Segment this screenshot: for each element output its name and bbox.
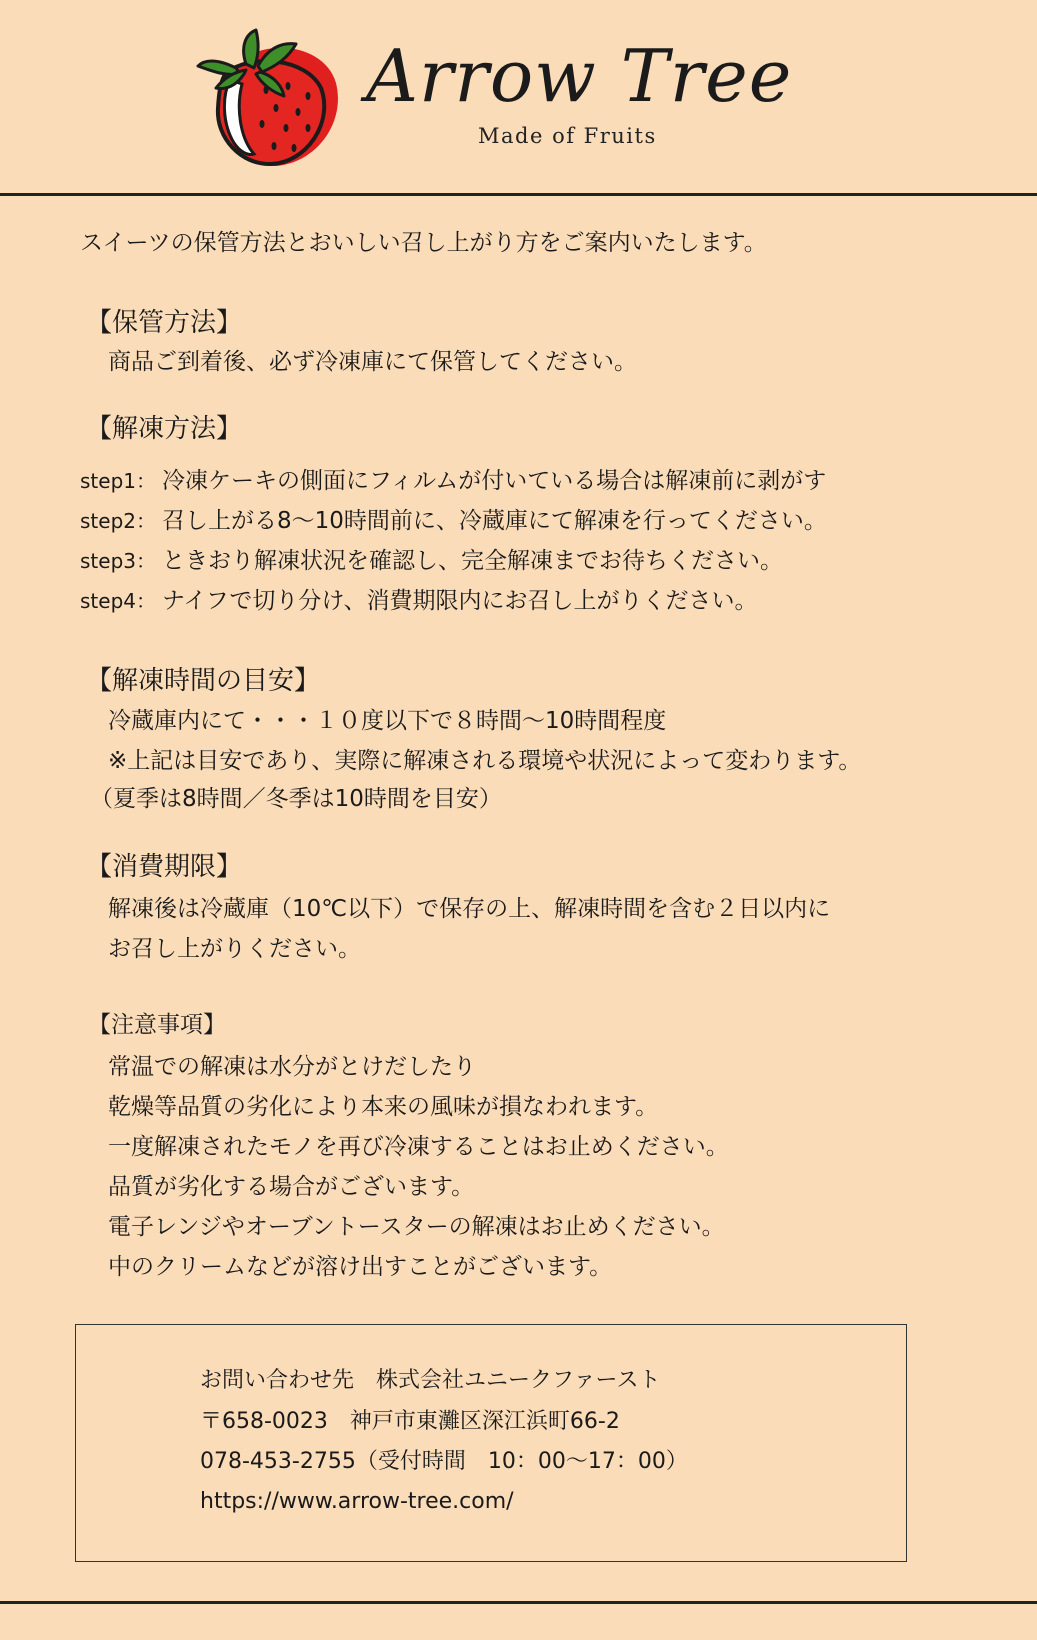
- thaw-time-note: ※上記は目安であり、実際に解凍される環境や状況によって変わります。: [108, 748, 862, 774]
- note-line: 中のクリームなどが溶け出すことがございます。: [108, 1254, 613, 1280]
- note-line: 乾燥等品質の劣化により本来の風味が損なわれます。: [108, 1094, 659, 1120]
- note-line: 電子レンジやオーブントースターの解凍はお止めください。: [108, 1214, 725, 1240]
- note-line: 常温での解凍は水分がとけだしたり: [108, 1054, 476, 1080]
- storage-heading: 【保管方法】: [86, 308, 243, 338]
- thawing-step: [80, 590, 757, 613]
- header-divider: [0, 193, 1037, 196]
- footer-divider: [0, 1601, 1037, 1604]
- strawberry-icon: [196, 28, 352, 170]
- header: [0, 0, 1037, 193]
- thawing-heading: 【解凍方法】: [86, 414, 243, 444]
- step-text: 冷凍ケーキの側面にフィルムが付いている場合は解凍前に剥がす: [162, 468, 827, 494]
- note-line: 一度解凍されたモノを再び冷凍することはお止めください。: [108, 1134, 729, 1160]
- thawing-step: [80, 470, 826, 493]
- intro-text: スイーツの保管方法とおいしい召し上がり方をご案内いたします。: [80, 230, 767, 256]
- storage-text: 商品ご到着後、必ず冷凍庫にて保管してください。: [108, 349, 637, 375]
- contact-company: お問い合わせ先 株式会社ユニークファースト: [200, 1368, 661, 1393]
- contact-phone: 078-453-2755（受付時間 10：00〜17：00）: [200, 1449, 688, 1474]
- contact-address: 〒658-0023 神戸市東灘区深江浜町66-2: [200, 1409, 620, 1434]
- step-label: step4：: [80, 589, 156, 613]
- expiry-line: 解凍後は冷蔵庫（10℃以下）で保存の上、解凍時間を含む２日以内に: [108, 896, 831, 922]
- thawing-step: [80, 510, 827, 533]
- step-text: ナイフで切り分け、消費期限内にお召し上がりください。: [162, 588, 758, 614]
- thawing-step: [80, 550, 783, 573]
- brand-name: Arrow Tree: [366, 34, 793, 118]
- step-label: step2：: [80, 509, 156, 533]
- contact-box: [75, 1324, 907, 1562]
- expiry-line: お召し上がりください。: [108, 936, 361, 962]
- thaw-time-season: （夏季は8時間／冬季は10時間を目安）: [90, 786, 502, 812]
- expiry-heading: 【消費期限】: [86, 852, 243, 882]
- step-label: step1：: [80, 469, 156, 493]
- step-text: ときおり解凍状況を確認し、完全解凍までお待ちください。: [162, 548, 783, 574]
- step-label: step3：: [80, 549, 156, 573]
- notes-heading: 【注意事項】: [88, 1012, 226, 1038]
- contact-url-link[interactable]: https://www.arrow-tree.com/: [200, 1489, 514, 1514]
- brand-tagline: Made of Fruits: [478, 124, 657, 148]
- thaw-time-line: 冷蔵庫内にて・・・１０度以下で８時間〜10時間程度: [108, 708, 667, 734]
- thaw-time-heading: 【解凍時間の目安】: [86, 666, 321, 696]
- note-line: 品質が劣化する場合がございます。: [108, 1174, 475, 1200]
- step-text: 召し上がる8〜10時間前に、冷蔵庫にて解凍を行ってください。: [162, 508, 827, 534]
